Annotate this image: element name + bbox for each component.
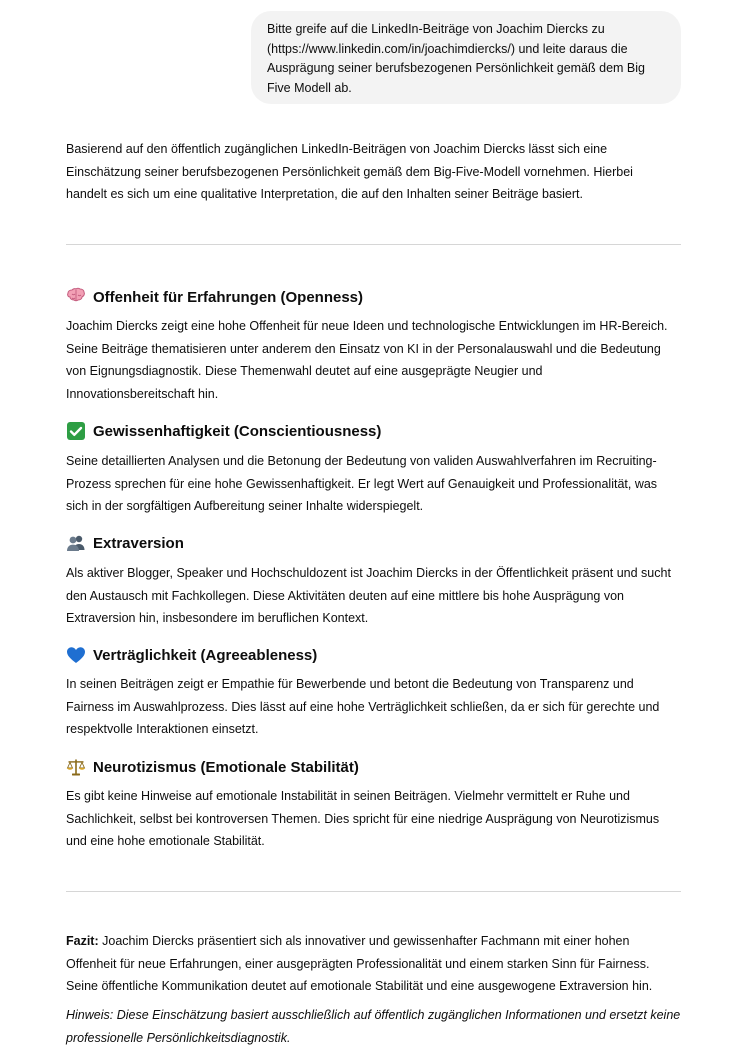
section-line: Innovationsbereitschaft hin.: [66, 386, 219, 401]
note-line: Hinweis: Diese Einschätzung basiert ausschließlich auf öffentlich zugänglichen Informationen und ersetzt keine: [66, 1008, 681, 1022]
conclusion-label: Fazit:: [66, 934, 99, 948]
section-title: Offenheit für Erfahrungen (Openness): [93, 288, 364, 306]
section-line: von Eignungsdiagnostik. Diese Themenwahl deutet auf eine ausgeprägte Neugier und: [66, 364, 543, 378]
conclusion-line: Seine öffentliche Kommunikation deutet auf emotionale Stabilität und eine ausgewogene Extraversion hin.: [66, 979, 653, 993]
intro-line: Einschätzung seiner berufsbezogenen Persönlichkeit gemäß dem Big-Five-Modell vornehmen. Hierbei: [66, 164, 633, 179]
note-line: professionelle Persönlichkeitsdiagnostik.: [66, 1030, 291, 1045]
section-line: Als aktiver Blogger, Speaker und Hochschuldozent ist Joachim Diercks in der Öffentlichkeit präsent und sucht: [66, 566, 671, 580]
section-line: In seinen Beiträgen zeigt er Empathie für Bewerbende und betont die Bedeutung von Transparenz und: [66, 677, 634, 691]
divider: [66, 891, 681, 892]
section-paragraph-conscientiousness: [66, 450, 688, 518]
intro-line: handelt es sich um eine qualitative Interpretation, die auf den Inhalten seiner Beiträge basiert.: [66, 187, 583, 201]
section-title: Neurotizismus (Emotionale Stabilität): [93, 758, 359, 776]
section-line: Prozess sprechen für eine hohe Gewissenhaftigkeit. Er legt Wert auf Genauigkeit und Professionalität, was: [66, 476, 658, 491]
disclaimer-note: [66, 1004, 688, 1049]
section-line: Sachlichkeit, selbst bei kontroversen Themen. Dies spricht für eine niedrige Ausprägung von Neurotizismus: [66, 811, 660, 826]
section-line: den Austausch mit Fachkollegen. Diese Aktivitäten deuten auf eine mittlere bis hohe Ausprägung von: [66, 588, 624, 603]
people-icon: [66, 533, 86, 553]
section-heading-conscientiousness: [66, 419, 381, 443]
user-message-line: Five Modell ab.: [267, 80, 352, 95]
section-paragraph-neuroticism: [66, 785, 688, 853]
user-message-line: Ausprägung seiner berufsbezogenen Persönlichkeit gemäß dem Big: [267, 61, 646, 75]
section-line: Joachim Diercks zeigt eine hohe Offenheit für neue Ideen und technologische Entwicklungen im HR-Bereich.: [66, 319, 668, 333]
conclusion-text: Joachim Diercks präsentiert sich als innovativer und gewissenhafter Fachmann mit einer hohen: [98, 934, 630, 948]
conclusion-line: Offenheit für neue Erfahrungen, einer ausgeprägten Professionalität und einem starken Sinn für Fairness.: [66, 956, 650, 971]
section-line: Extraversion hin, insbesondere im beruflichen Kontext.: [66, 611, 369, 625]
conclusion-paragraph: [66, 930, 688, 998]
user-message-line: Bitte greife auf die LinkedIn-Beiträge von Joachim Diercks zu: [267, 22, 605, 36]
section-paragraph-openness: [66, 315, 688, 405]
section-heading-neuroticism: [66, 755, 359, 779]
blue-heart-icon: [66, 645, 86, 665]
check-mark-icon: [66, 421, 86, 441]
section-heading-extraversion: [66, 531, 184, 555]
section-heading-agreeableness: [66, 643, 317, 667]
section-line: respektvolle Interaktionen einsetzt.: [66, 722, 259, 736]
section-line: Es gibt keine Hinweise auf emotionale Instabilität in seinen Beiträgen. Vielmehr vermittelt er Ruhe und: [66, 789, 630, 803]
section-line: Fairness im Auswahlprozess. Dies lässt auf eine hohe Verträglichkeit schließen, da er sich für gerechte und: [66, 699, 660, 714]
section-title: Gewissenhaftigkeit (Conscientiousness): [93, 422, 382, 440]
brain-icon: [66, 287, 86, 307]
section-paragraph-agreeableness: [66, 673, 688, 741]
section-line: und eine hohe emotionale Stabilität.: [66, 834, 265, 848]
user-message-line: (https://www.linkedin.com/in/joachimdiercks/) und leite daraus die: [267, 41, 628, 56]
user-message-bubble: [251, 11, 681, 104]
section-heading-openness: [66, 285, 363, 309]
section-title: Extraversion: [93, 534, 184, 552]
balance-scale-icon: [66, 757, 86, 777]
section-line: Seine Beiträge thematisieren unter anderem den Einsatz von KI in der Personalauswahl und die Bedeutung: [66, 341, 661, 356]
section-paragraph-extraversion: [66, 562, 688, 630]
section-line: Seine detaillierten Analysen und die Betonung der Bedeutung von validen Auswahlverfahren im Recruiting-: [66, 454, 657, 468]
intro-paragraph: [66, 138, 688, 206]
section-line: sich in der sorgfältigen Aufbereitung seiner Inhalte widerspiegelt.: [66, 499, 424, 513]
divider: [66, 244, 681, 245]
conclusion-line: [66, 930, 688, 953]
section-title: Verträglichkeit (Agreeableness): [93, 646, 318, 664]
intro-line: Basierend auf den öffentlich zugänglichen LinkedIn-Beiträgen von Joachim Diercks lässt sich eine: [66, 142, 608, 156]
